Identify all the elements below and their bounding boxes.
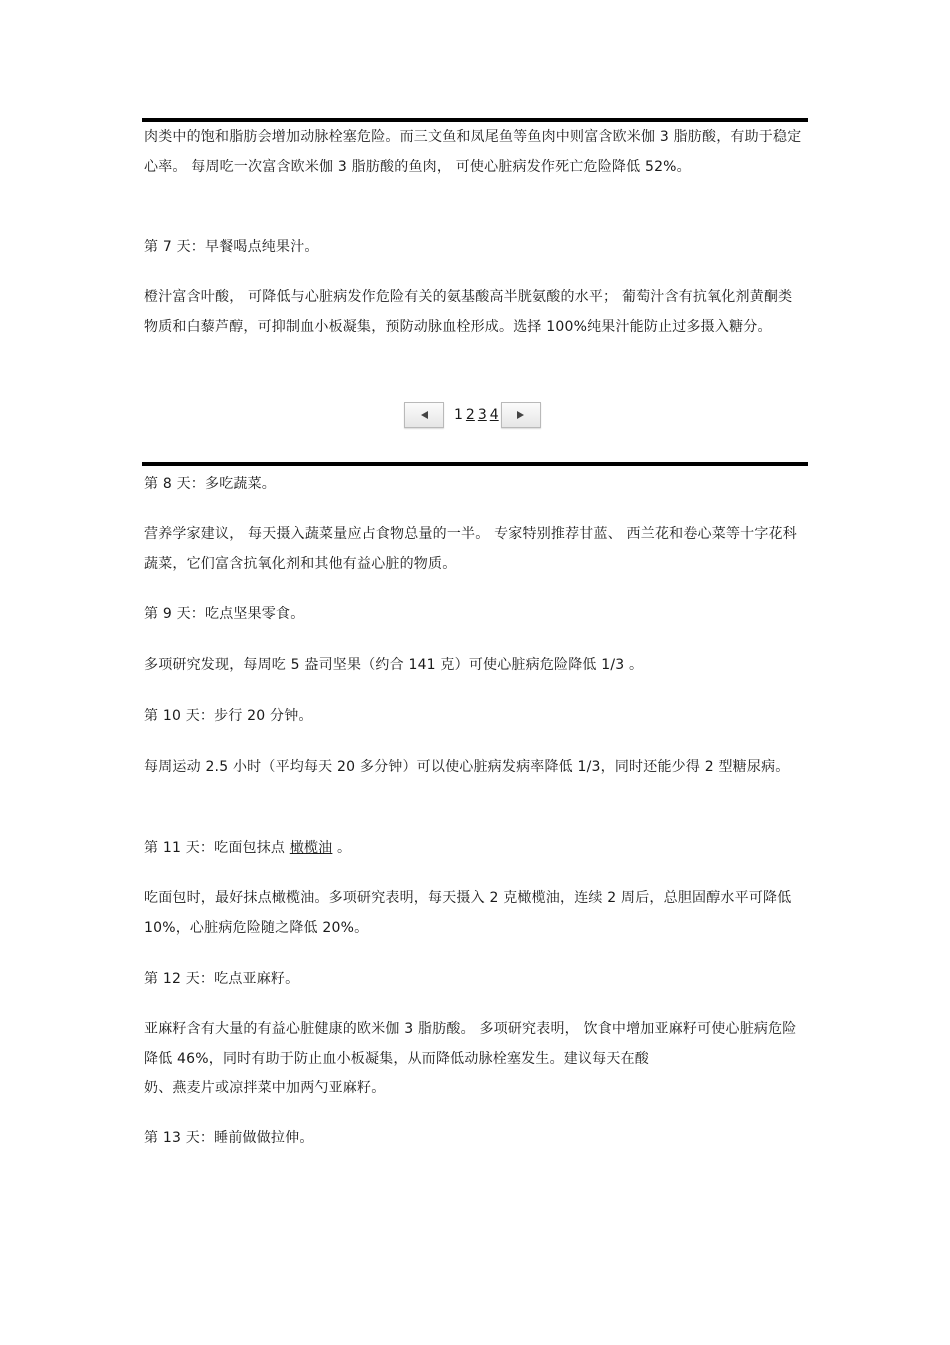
page-link-2[interactable]: 2: [465, 407, 475, 423]
day11-heading: [144, 834, 804, 864]
day10-body: 每周运动 2.5 小时（平均每天 20 多分钟）可以使心脏病发病率降低 1/3，同时还能少得 2 型糖尿病。: [144, 759, 790, 775]
day7-body: 橙汁富含叶酸， 可降低与心脏病发作危险有关的氨基酸高半胱氨酸的水平； 葡萄汁含有抗氧化剂黄酮类物质和白藜芦醇，可抑制血小板凝集，预防动脉血栓形成。选择 100%纯果汁能防止过多摄入糖分。: [144, 289, 793, 335]
day8-body: 营养学家建议， 每天摄入蔬菜量应占食物总量的一半。 专家特别推荐甘蓝、 西兰花和卷心菜等十字花科蔬菜，它们富含抗氧化剂和其他有益心脏的物质。: [144, 526, 797, 572]
day12-body-main: 亚麻籽含有大量的有益心脏健康的欧米伽 3 脂肪酸。 多项研究表明， 饮食中增加亚麻籽可使心脏病危险降低 46%，同时有助于防止血小板凝集，从而降低动脉栓塞发生。建议每天在酸: [144, 1021, 797, 1067]
top-divider: [142, 118, 808, 122]
page-link-3[interactable]: 3: [477, 407, 487, 423]
arrow-left-icon: [421, 411, 428, 419]
day11-heading-prefix: 第 11 天：吃面包抹点: [144, 840, 290, 856]
day8-heading: 第 8 天：多吃蔬菜。: [144, 476, 277, 492]
page-number-current: 1: [454, 407, 463, 423]
day12-body-end: 奶、燕麦片或凉拌菜中加两勺亚麻籽。: [144, 1080, 386, 1096]
prev-page-button[interactable]: [404, 402, 444, 428]
section-divider: [142, 462, 808, 466]
day13-heading: 第 13 天：睡前做做拉伸。: [144, 1130, 314, 1146]
day11-heading-suffix: 。: [332, 840, 352, 856]
day9-heading: 第 9 天：吃点坚果零食。: [144, 606, 305, 622]
fish-omega3-paragraph: 肉类中的饱和脂肪会增加动脉栓塞危险。而三文鱼和凤尾鱼等鱼肉中则富含欧米伽 3 脂肪酸，有助于稳定心率。 每周吃一次富含欧米伽 3 脂肪酸的鱼肉， 可使心脏病发作死亡危险降低 52%。: [144, 129, 802, 175]
day7-heading: 第 7 天：早餐喝点纯果汁。: [144, 239, 319, 255]
day10-heading: 第 10 天：步行 20 分钟。: [144, 708, 313, 724]
next-page-button[interactable]: [501, 402, 541, 428]
olive-oil-link[interactable]: 橄榄油: [289, 840, 333, 856]
pagination: [404, 401, 541, 429]
page-link-4[interactable]: 4: [489, 407, 499, 423]
day9-body: 多项研究发现，每周吃 5 盎司坚果（约合 141 克）可使心脏病危险降低 1/3 。: [144, 657, 644, 673]
day12-heading: 第 12 天：吃点亚麻籽。: [144, 971, 300, 987]
day12-body: [144, 1015, 804, 1104]
day11-body: 吃面包时，最好抹点橄榄油。多项研究表明，每天摄入 2 克橄榄油，连续 2 周后，总胆固醇水平可降低 10%，心脏病危险随之降低 20%。: [144, 890, 792, 936]
page-numbers: [444, 407, 501, 423]
arrow-right-icon: [517, 411, 524, 419]
